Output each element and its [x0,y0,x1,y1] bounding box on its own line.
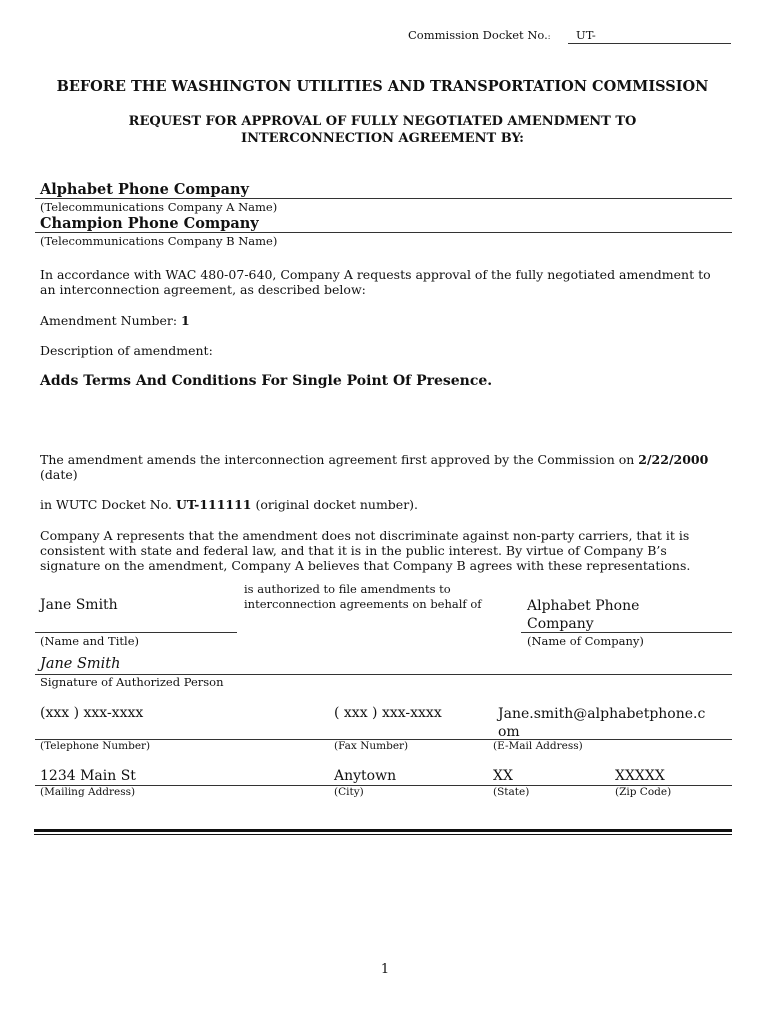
approval-paragraph [40,452,730,482]
email-line1: Jane.smith@alphabetphone.c [498,706,706,722]
fax-field[interactable]: ( xxx ) xxx-xxxx [334,705,442,721]
page-title: BEFORE THE WASHINGTON UTILITIES AND TRANSPORTATION COMMISSION [56,78,709,95]
amendment-number-row [40,313,730,328]
original-docket-row [40,497,730,512]
company-b-caption: (Telecommunications Company B Name) [40,234,278,248]
representation-paragraph [40,528,730,573]
authorization-text-line1: is authorized to file amendments to [244,582,451,596]
email-line2: om [498,724,520,740]
authorized-person-name[interactable]: Jane Smith [40,597,118,613]
representation-line1: Company A represents that the amendment does not discriminate against non-party carriers, that it is [40,528,690,543]
docket-underline [568,43,731,44]
representation-line2: consistent with state and federal law, and that it is in the public interest. By virtue of Company B’s [40,543,667,558]
company-a-caption: (Telecommunications Company A Name) [40,200,278,214]
page-number: 1 [380,962,390,977]
state-field[interactable]: XX [493,768,513,784]
docket-label-group [408,28,550,42]
description-value[interactable]: Adds Terms And Conditions For Single Point Of Presence. [40,373,493,389]
state-caption: (State) [493,786,530,798]
authorizing-company-line1: Alphabet Phone [527,598,640,614]
signature-value[interactable]: Jane Smith [40,656,121,672]
footer-double-rule-top [34,829,732,832]
authorization-text [244,582,482,612]
amendment-number-label: Amendment Number: [40,313,178,328]
email-field[interactable] [498,705,705,741]
docket-number-field[interactable]: UT- [576,28,596,42]
original-docket-prefix: in WUTC Docket No. [40,497,173,512]
authorizing-company-field[interactable] [527,597,639,633]
company-b-underline [35,232,732,233]
city-caption: (City) [334,786,364,798]
page-subtitle-line1: REQUEST FOR APPROVAL OF FULLY NEGOTIATED AMENDMENT TO [128,114,637,129]
docket-label: Commission Docket No. [408,28,548,42]
telephone-field[interactable]: (xxx ) xxx-xxxx [40,705,144,721]
description-label: Description of amendment: [40,343,213,358]
approval-line1-prefix: The amendment amends the interconnection agreement first approved by the Commission on [40,452,635,467]
approval-date-value[interactable]: 2/22/2000 [638,452,709,467]
authorized-person-underline [35,632,237,633]
intro-paragraph [40,267,730,297]
city-field[interactable]: Anytown [334,768,397,784]
authorizing-company-underline [521,632,732,633]
company-a-underline [35,198,732,199]
name-title-caption: (Name and Title) [40,634,139,648]
amendment-number-value[interactable]: 1 [181,313,190,328]
company-a-name[interactable]: Alphabet Phone Company [40,181,249,198]
company-name-caption: (Name of Company) [527,634,644,648]
zip-caption: (Zip Code) [615,786,672,798]
company-b-name[interactable]: Champion Phone Company [40,215,259,232]
authorizing-company-line2: Company [527,616,594,632]
signature-caption: Signature of Authorized Person [40,675,224,689]
fax-caption: (Fax Number) [334,740,409,752]
email-caption: (E-Mail Address) [493,740,583,752]
authorization-text-line2: interconnection agreements on behalf of [244,597,482,611]
representation-line3: signature on the amendment, Company A believes that Company B agrees with these representations. [40,558,691,573]
original-docket-value[interactable]: UT-111111 [176,497,252,512]
intro-line2: an interconnection agreement, as described below: [40,282,366,297]
mailing-address-field[interactable]: 1234 Main St [40,768,136,784]
approval-date-caption: (date) [40,467,78,482]
docket-label-suffix: : [547,32,551,41]
intro-line1: In accordance with WAC 480-07-640, Company A requests approval of the fully negotiated amendment to [40,267,711,282]
telephone-caption: (Telephone Number) [40,740,151,752]
page-subtitle-line2: INTERCONNECTION AGREEMENT BY: [241,131,524,146]
footer-double-rule-bottom [34,834,732,835]
mailing-address-caption: (Mailing Address) [40,786,136,798]
zip-field[interactable]: XXXXX [615,768,665,784]
original-docket-suffix: (original docket number). [255,497,419,512]
